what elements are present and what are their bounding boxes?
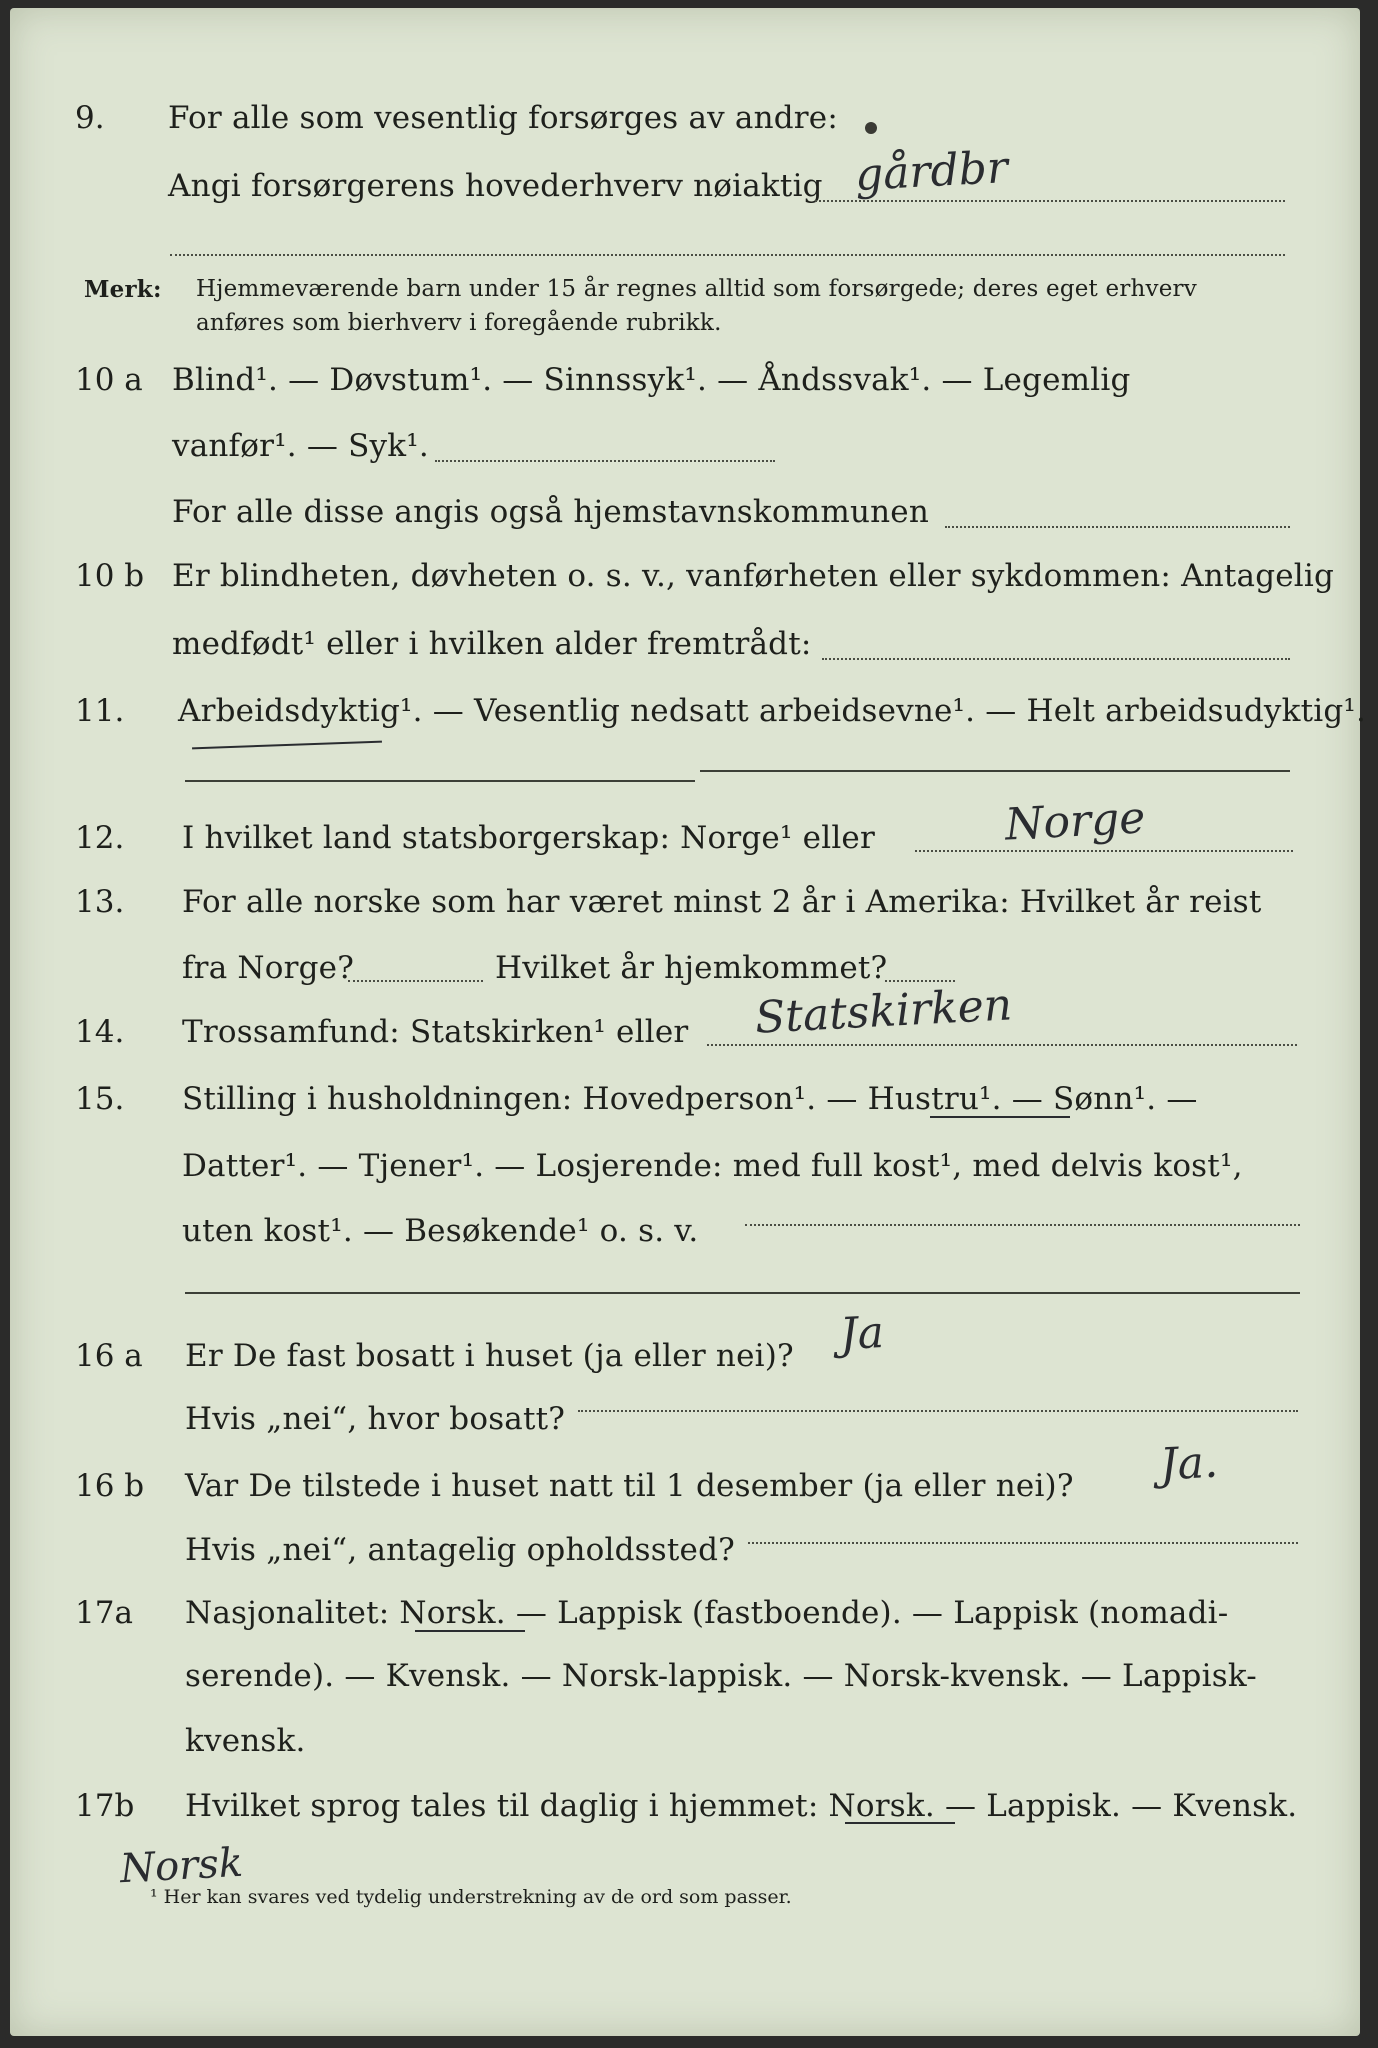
q10a-syk-line	[435, 460, 775, 462]
q13-line1: For alle norske som har været minst 2 år i Amerika: Hvilket år reist	[182, 884, 1262, 920]
q12-answer-line	[915, 850, 1293, 852]
q13-hjemkommet-line	[885, 980, 955, 982]
q16b-line1: Var De tilstede i huset natt til 1 desember (ja eller nei)?	[185, 1468, 1074, 1504]
q16a-bosatt-line	[578, 1410, 1298, 1412]
q12-number: 12.	[75, 820, 125, 856]
q17a-line2: serende). — Kvensk. — Norsk-lappisk. — Norsk-kvensk. — Lappisk-	[185, 1658, 1257, 1694]
q9-extra-line	[170, 254, 1285, 256]
merk-line1: Hjemmeværende barn under 15 år regnes alltid som forsørgede; deres eget erhverv	[196, 276, 1197, 302]
q16b-handwritten-answer: Ja.	[1158, 1436, 1220, 1491]
q14-number: 14.	[75, 1014, 125, 1050]
q14-answer-line	[707, 1044, 1297, 1046]
q17b-handwritten-answer: Norsk	[118, 1839, 245, 1893]
q16a-line1: Er De fast bosatt i huset (ja eller nei)?	[185, 1338, 794, 1374]
q9-line2: Angi forsørgerens hovederhverv nøiaktig	[168, 168, 823, 204]
q16b-line2: Hvis „nei“, antagelig opholdssted?	[185, 1532, 735, 1568]
q16b-number: 16 b	[75, 1468, 145, 1504]
q10a-line2: vanfør¹. — Syk¹.	[172, 428, 429, 464]
q12-handwritten-answer: Norge	[1003, 792, 1147, 851]
merk-line2: anføres som bierhverv i foregående rubrikk.	[196, 310, 722, 336]
q16a-line2: Hvis „nei“, hvor bosatt?	[185, 1401, 566, 1437]
q11-underline-mark	[192, 741, 382, 750]
q15-line3: uten kost¹. — Besøkende¹ o. s. v.	[182, 1213, 699, 1249]
q10b-line1: Er blindheten, døvheten o. s. v., vanførheten eller sykdommen: Antagelig	[172, 558, 1335, 594]
q15-number: 15.	[75, 1081, 125, 1117]
q9-line1: For alle som vesentlig forsørges av andre:	[168, 100, 838, 136]
q13-number: 13.	[75, 884, 125, 920]
q10a-hjemstavn-line	[945, 526, 1290, 528]
q17a-line1: Nasjonalitet: Norsk. — Lappisk (fastboende). — Lappisk (nomadi-	[185, 1595, 1229, 1631]
q13-reist-line	[348, 980, 483, 982]
q15-answer-line	[745, 1224, 1300, 1226]
q10a-number: 10 a	[75, 362, 143, 398]
q10b-line2: medfødt¹ eller i hvilken alder fremtrådt:	[172, 626, 812, 662]
q9-number: 9.	[75, 100, 105, 136]
q9-handwritten-answer: gårdbr	[853, 142, 1010, 201]
q10a-line1: Blind¹. — Døvstum¹. — Sinnssyk¹. — Åndssvak¹. — Legemlig	[172, 362, 1131, 398]
q13-line2b: Hvilket år hjemkommet?	[495, 950, 888, 986]
q17b-norsk-underline	[845, 1822, 955, 1824]
q17a-line3: kvensk.	[185, 1723, 306, 1759]
q10a-line3: For alle disse angis også hjemstavnskommunen	[172, 494, 929, 530]
q17b-line1: Hvilket sprog tales til daglig i hjemmet: Norsk. — Lappisk. — Kvensk.	[185, 1788, 1298, 1824]
q11-number: 11.	[75, 693, 125, 729]
q15-hustru-underline	[930, 1116, 1070, 1118]
q15-line1: Stilling i husholdningen: Hovedperson¹. — Hustru¹. — Sønn¹. —	[182, 1081, 1198, 1117]
q11-line1: Arbeidsdyktig¹. — Vesentlig nedsatt arbeidsevne¹. — Helt arbeidsudyktig¹.	[178, 693, 1367, 729]
q15-divider	[185, 1292, 1300, 1294]
q10b-number: 10 b	[75, 558, 145, 594]
q17a-norsk-underline	[415, 1630, 525, 1632]
footnote: ¹ Her kan svares ved tydelig understrekning av de ord som passer.	[150, 1886, 792, 1908]
q14-line1: Trossamfund: Statskirken¹ eller	[182, 1014, 689, 1050]
q11-divider-left	[185, 780, 695, 782]
q15-line2: Datter¹. — Tjener¹. — Losjerende: med full kost¹, med delvis kost¹,	[182, 1148, 1243, 1184]
merk-label: Merk:	[84, 276, 162, 303]
q9-answer-line	[815, 200, 1285, 202]
q10b-answer-line	[822, 658, 1290, 660]
q16b-opholdssted-line	[748, 1542, 1298, 1544]
q17b-number: 17b	[75, 1788, 135, 1824]
census-form-page	[10, 8, 1367, 2036]
q16a-handwritten-answer: Ja	[838, 1306, 886, 1361]
q11-divider-right	[700, 770, 1290, 772]
q13-line2a: fra Norge?	[182, 950, 355, 986]
q14-handwritten-answer: Statskirken	[753, 979, 1014, 1044]
ink-dot	[865, 122, 877, 134]
q12-line1: I hvilket land statsborgerskap: Norge¹ eller	[182, 820, 875, 856]
q16a-number: 16 a	[75, 1338, 143, 1374]
q17a-number: 17a	[75, 1595, 133, 1631]
